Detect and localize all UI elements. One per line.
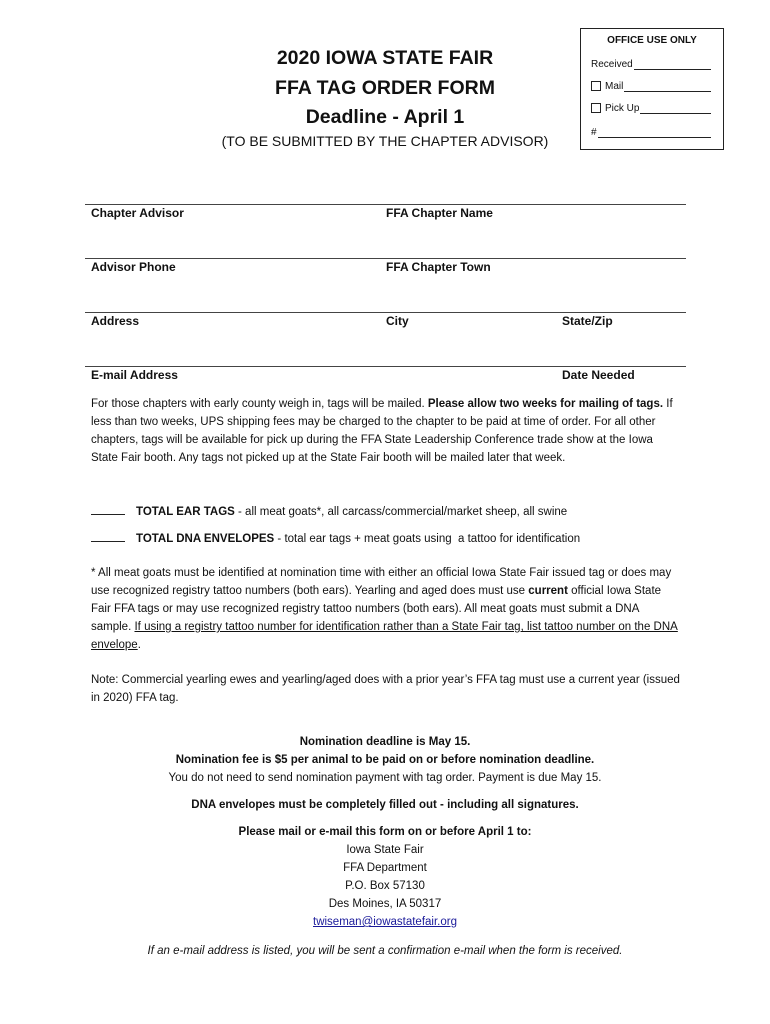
office-mail-row xyxy=(591,81,711,92)
email-address-field[interactable]: E-mail Address xyxy=(91,368,178,382)
mail-checkbox-icon[interactable] xyxy=(591,81,601,91)
dna-envelope-notice: DNA envelopes must be completely filled out - including all signatures. xyxy=(191,799,579,811)
total-dna-envelopes-input[interactable] xyxy=(91,529,125,542)
ffa-chapter-town-field[interactable]: FFA Chapter Town xyxy=(386,260,491,274)
total-ear-tags-row xyxy=(91,502,691,518)
form-subtitle: (TO BE SUBMITTED BY THE CHAPTER ADVISOR) xyxy=(221,133,549,149)
office-mail-line xyxy=(624,81,711,92)
office-number-label: # xyxy=(591,127,597,138)
chapter-advisor-field[interactable]: Chapter Advisor xyxy=(91,206,184,220)
mailing-line-1: Iowa State Fair xyxy=(346,844,424,856)
field-rule-2 xyxy=(85,258,686,259)
nomination-deadline: Nomination deadline is May 15. xyxy=(299,736,471,748)
advisor-phone-field[interactable]: Advisor Phone xyxy=(91,260,176,274)
office-pickup-row xyxy=(591,103,711,114)
city-field[interactable]: City xyxy=(386,314,409,328)
ffa-chapter-name-field[interactable]: FFA Chapter Name xyxy=(386,206,493,220)
nomination-fee: Nomination fee is $5 per animal to be paid on or before nomination deadline. xyxy=(175,754,595,766)
form-title-deadline: Deadline - April 1 xyxy=(305,106,465,128)
field-rule-3 xyxy=(85,312,686,313)
contact-email-link[interactable]: twiseman@iowastatefair.org xyxy=(313,916,457,928)
field-rule-4 xyxy=(85,366,686,367)
mailing-line-2: FFA Department xyxy=(343,862,427,874)
form-title-line2: FFA TAG ORDER FORM xyxy=(275,77,495,99)
total-dna-envelopes-row xyxy=(91,529,691,545)
goat-note-tattoo-instruction: If using a registry tattoo number for identification rather than a State Fair tag, list tattoo number on the DNA envelope xyxy=(91,621,678,651)
total-dna-envelopes-desc: - total ear tags + meat goats using a tattoo for identification xyxy=(274,533,581,545)
intro-text-2: If less than two weeks, UPS shipping fees may be charged to the chapter to be paid at time of order. For all other chapters, tags will be available for pick up during the FFA State Leadership Conference trade show at the Iowa State Fair booth. Any tags not picked up at the State Fair booth will be mailed later that week. xyxy=(91,398,673,464)
yearling-note: Note: Commercial yearling ewes and yearling/aged does with a prior year’s FFA tag must use a current year (issued in 2020) FFA tag. xyxy=(91,674,680,704)
goat-note-text-1: * All meat goats must be identified at nomination time with either an official Iowa State Fair issued tag or does may use recognized registry tattoo numbers (both ears). Yearling and aged does must use xyxy=(91,567,672,597)
mailing-line-4: Des Moines, IA 50317 xyxy=(328,898,442,910)
office-mail-label: Mail xyxy=(605,81,624,92)
state-zip-field[interactable]: State/Zip xyxy=(562,314,613,328)
office-use-heading: OFFICE USE ONLY xyxy=(607,35,697,46)
intro-text-1: For those chapters with early county weigh in, tags will be mailed. xyxy=(91,398,425,410)
nomination-block xyxy=(85,733,685,787)
goat-note-paragraph xyxy=(91,564,681,654)
field-rule-1 xyxy=(85,204,686,205)
office-received-row xyxy=(591,59,711,70)
pickup-checkbox-icon[interactable] xyxy=(591,103,601,113)
office-received-label: Received xyxy=(591,59,633,70)
office-pickup-label: Pick Up xyxy=(605,103,640,114)
form-title-line1: 2020 IOWA STATE FAIR xyxy=(276,47,494,69)
address-field[interactable]: Address xyxy=(91,314,140,328)
confirmation-note: If an e-mail address is listed, you will be sent a confirmation e-mail when the form is received. xyxy=(147,945,623,957)
office-number-row xyxy=(591,127,711,138)
intro-mailing-notice: Please allow two weeks for mailing of tags. xyxy=(427,398,664,410)
nomination-payment-note: You do not need to send nomination payment with tag order. Payment is due May 15. xyxy=(168,772,602,784)
total-dna-envelopes-label: TOTAL DNA ENVELOPES xyxy=(136,533,275,545)
mailing-line-3: P.O. Box 57130 xyxy=(345,880,425,892)
office-received-line xyxy=(634,59,711,70)
office-pickup-line xyxy=(640,103,711,114)
goat-note-current: current xyxy=(528,585,568,597)
goat-note-text-2: official Iowa State Fair FFA tags or may use recognized registry tattoo numbers (both ears). All meat goats must submit a DNA sample. xyxy=(91,585,662,633)
total-ear-tags-desc: - all meat goats*, all carcass/commercial/market sheep, all swine xyxy=(234,506,568,518)
mailing-address-block xyxy=(85,823,685,931)
goat-note-end: . xyxy=(137,639,141,651)
office-use-box xyxy=(580,28,724,150)
total-ear-tags-input[interactable] xyxy=(91,502,125,515)
date-needed-field[interactable]: Date Needed xyxy=(562,368,635,382)
mailing-instruction: Please mail or e-mail this form on or before April 1 to: xyxy=(238,826,532,838)
total-ear-tags-label: TOTAL EAR TAGS xyxy=(136,506,235,518)
office-number-line xyxy=(598,127,711,138)
intro-paragraph xyxy=(91,395,681,467)
